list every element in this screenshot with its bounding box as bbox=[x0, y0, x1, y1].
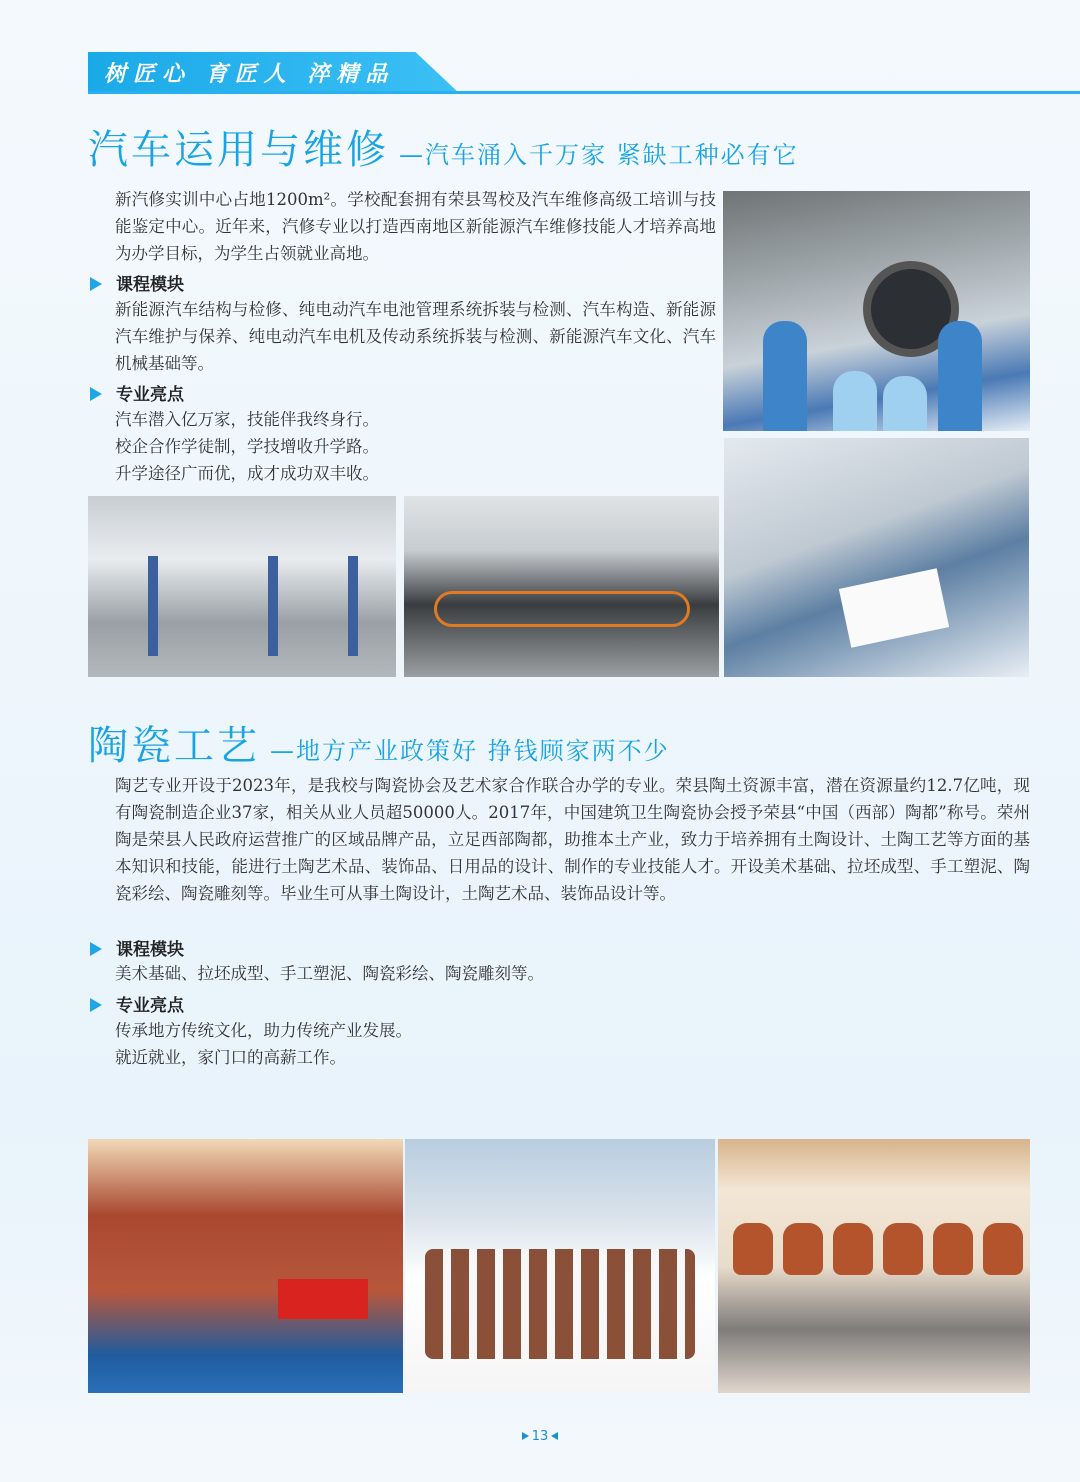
triangle-bullet-icon bbox=[90, 277, 102, 291]
triangle-bullet-icon bbox=[90, 998, 102, 1012]
page-number bbox=[0, 1429, 1080, 1444]
ceramics-course-text: 美术基础、拉坯成型、手工塑泥、陶瓷彩绘、陶瓷雕刻等。 bbox=[115, 964, 544, 983]
auto-intro: 新汽修实训中心占地1200m²。学校配套拥有荣县驾校及汽车维修高级工培训与技能鉴定中心。近年来，汽修专业以打造西南地区新能源汽车维修技能人才培养高地为办学目标，为学生占领就业高地。 bbox=[115, 190, 716, 263]
ceramics-title: 陶瓷工艺 bbox=[88, 723, 260, 769]
photo-teacher-students-desk bbox=[724, 438, 1029, 677]
ceramics-highlight-heading bbox=[90, 991, 184, 1016]
auto-subtitle: —汽车涌入千万家 紧缺工种必有它 bbox=[399, 141, 799, 169]
photo-ceremony-building bbox=[88, 1139, 403, 1393]
auto-course-heading-label: 课程模块 bbox=[116, 275, 184, 295]
photo-ceramic-jars-shelf bbox=[718, 1139, 1030, 1393]
auto-highlight-2: 校企合作学徒制，学技增收升学路。 bbox=[115, 437, 379, 456]
photo-pottery-display bbox=[405, 1139, 715, 1393]
ceramics-course-heading-label: 课程模块 bbox=[116, 940, 184, 960]
triangle-bullet-icon bbox=[90, 942, 102, 956]
section-title-ceramics bbox=[88, 714, 670, 771]
page-number-label: 13 bbox=[531, 1429, 549, 1444]
ceramics-course-heading bbox=[90, 935, 184, 960]
auto-highlight-1: 汽车潜入亿万家，技能伴我终身行。 bbox=[115, 410, 379, 429]
banner-slogan: 树匠心 育匠人 淬精品 bbox=[104, 62, 395, 87]
triangle-bullet-icon bbox=[90, 387, 102, 401]
auto-highlight-3: 升学途径广而优，成才成功双丰收。 bbox=[115, 464, 379, 483]
ceramics-highlight-2: 就近就业，家门口的高薪工作。 bbox=[115, 1048, 346, 1067]
section-title-auto bbox=[88, 118, 799, 175]
header-rule bbox=[88, 91, 1080, 94]
ceramics-highlight-heading-label: 专业亮点 bbox=[116, 996, 184, 1016]
auto-course-heading bbox=[90, 270, 184, 295]
ceramics-highlight-1: 传承地方传统文化，助力传统产业发展。 bbox=[115, 1021, 412, 1040]
photo-car-underbody-training bbox=[723, 191, 1030, 431]
auto-title: 汽车运用与维修 bbox=[88, 127, 389, 173]
triangle-right-icon bbox=[522, 1432, 529, 1440]
auto-course-text: 新能源汽车结构与检修、纯电动汽车电池管理系统拆装与检测、汽车构造、新能源汽车维护与保养、纯电动汽车电机及传动系统拆装与检测、新能源汽车文化、汽车机械基础等。 bbox=[115, 300, 716, 373]
photo-ev-chassis bbox=[404, 496, 719, 677]
triangle-left-icon bbox=[551, 1432, 558, 1440]
photo-workshop-lifts bbox=[88, 496, 396, 677]
auto-highlight-heading bbox=[90, 380, 184, 405]
auto-highlight-heading-label: 专业亮点 bbox=[116, 385, 184, 405]
ceramics-intro: 陶艺专业开设于2023年，是我校与陶瓷协会及艺术家合作联合办学的专业。荣县陶土资源丰富，潜在资源量约12.7亿吨，现有陶瓷制造企业37家，相关从业人员超50000人。2017年，中国建筑卫生陶瓷协会授予荣县“中国（西部）陶都”称号。荣州陶是荣县人民政府运营推广的区域品牌产品，立足西部陶都，助推本土产业，致力于培养拥有土陶设计、土陶工艺等方面的基本知识和技能，能进行土陶艺术品、装饰品、日用品的设计、制作的专业技能人才。开设美术基础、拉坯成型、手工塑泥、陶瓷彩绘、陶瓷雕刻等。毕业生可从事土陶设计，土陶艺术品、装饰品设计等。 bbox=[115, 776, 1030, 903]
ceramics-subtitle: —地方产业政策好 挣钱顾家两不少 bbox=[270, 737, 670, 765]
